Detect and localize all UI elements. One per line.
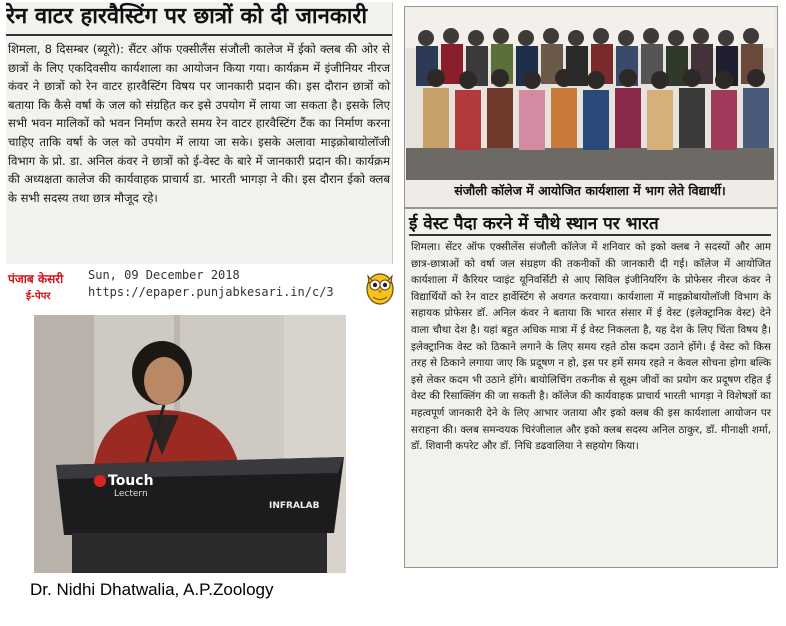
brand-name: पंजाब केसरी (8, 272, 64, 286)
right-article-body: शिमला। सेंटर ऑफ एक्सीलेंस संजौली कॉलेज में शनिवार को इको क्लब ने सदस्यों और आम छात्र-छात्राओं को वर्षा जल संग्रहण की तकनीकों की जानकारी दी गई। कॉलेज में आयोजित कार्यशाला में कैरियर प्वाइंट यूनिवर्सिटी से आए सिविल इंजीनियरिंग के प्रोफेसर नीरज कंवर ने विद्यार्थियों को रेन वाटर हार्वेस्टिंग से अवगत करवाया। कार्यशाला में माइक्रोबायोलॉजी विभाग के सहायक प्रोफेसर डॉ. अनिल कंवर ने बताया कि भारत संसार में ई वेस्ट (इलेक्ट्रानिक वेस्ट) देने वाला चौथा देश है। यहां बहुत अधिक मात्रा में ई वेस्ट निकलता है, यह देश के लिए चिंता विषय है। इलेक्ट्रानिक वेस्ट को ठिकाने लगाने के लिए समय रहते ठोस कदम उठाने होंगे। ई वेस्ट को किस तरह से ठिकाने लगाया जाए कि प्रदूषण न हो, इस पर हमें समय रहते न केवल सोचना होगा बल्कि इसे लेकर कदम भी उठाने होंगे। बायोलिचिंग तकनीक से सूक्ष्म जीवों का प्रयोग कर प्रदूषण रहित ई वेस्ट की रिसाक्लिंग की जा सकती है। कॉलेज की कार्यवाहक प्राचार्य भारती भागड़ा ने विशेषज्ञों का महत्वपूर्ण जानकारी देने के लिए आभार जताया और इको क्लब की इस कार्यशाला आयोजन पर सराहना की। क्लब समन्वयक चिरंजीलाल और इको क्लब सदस्य अनिल ठाकुर, डॉ. मीनाक्षी शर्मा, डॉ. शिवानी कपरेट और डॉ. निधि डढवालिया ने सहयोग किया। (411, 241, 771, 453)
brand-subtitle: ई-पेपर (26, 291, 51, 302)
right-article-headline: ई वेस्ट पैदा करने में चौथे स्थान पर भारत (409, 214, 659, 234)
right-news-article (404, 208, 778, 568)
left-news-article (6, 2, 393, 264)
headline-divider (409, 234, 771, 236)
clipping-source (8, 268, 358, 308)
left-article-headline: रेन वाटर हारवैस्टिंग पर छात्रों को दी जानकारी (6, 4, 368, 29)
left-article-body: शिमला, 8 दिसम्बर (ब्यूरो): सैंटर ऑफ एक्सीलैंस संजौली कालेज में ईको क्लब की ओर से छात्रों के लिए एकदिवसीय कार्यशाला का आयोजन किया गया। कार्यक्रम में इंजीनियर नीरज कंवर ने छात्रों को रेन वाटर हारवैस्टिंग विषय पर जानकारी प्रदान की। इस दौरान छात्रों को बताया कि कैसे वर्षा के जल को संग्रहित कर इसे उपयोग में लाया जा सकता है। इसके लिए सभी भवन मालिकों को भवन निर्माण करते समय रेन वाटर हारवैस्टिंग टैंक का निर्माण करना चाहिए ताकि वर्षा के जल को उपयोग में लाया जा सके। इसके अलावा माइक्रोबायोलॉजी विभाग के प्रो. डा. अनिल कंवर ने छात्रों को ई-वेस्ट के बारे में जानकारी प्रदान की। कार्यक्रम की अध्यक्षता कालेज की कार्यवाहक प्राचार्य डा. भारती भागड़ा ने की। इस दौरान ईको क्लब के सभी सदस्य तथा छात्र मौजूद रहे। (8, 42, 390, 205)
group-photo (406, 8, 774, 180)
punjab-kesari-logo (8, 268, 76, 304)
speaker-photo (34, 315, 346, 573)
clipping-date: Sun, 09 December 2018 (88, 268, 240, 282)
headline-divider (6, 34, 392, 36)
lectern-brand: Touch (108, 473, 154, 489)
owl-icon (364, 268, 396, 306)
lectern-sub: Lectern (114, 489, 148, 499)
photo-caption: Dr. Nidhi Dhatwalia, A.P.Zoology (30, 580, 274, 599)
clipping-url[interactable]: https://epaper.punjabkesari.in/c/3 (88, 285, 334, 299)
lectern-label: INFRALAB (269, 501, 320, 511)
group-photo-caption: संजौली कॉलेज में आयोजित कार्यशाला में भाग लेते विद्यार्थी। (454, 183, 726, 198)
